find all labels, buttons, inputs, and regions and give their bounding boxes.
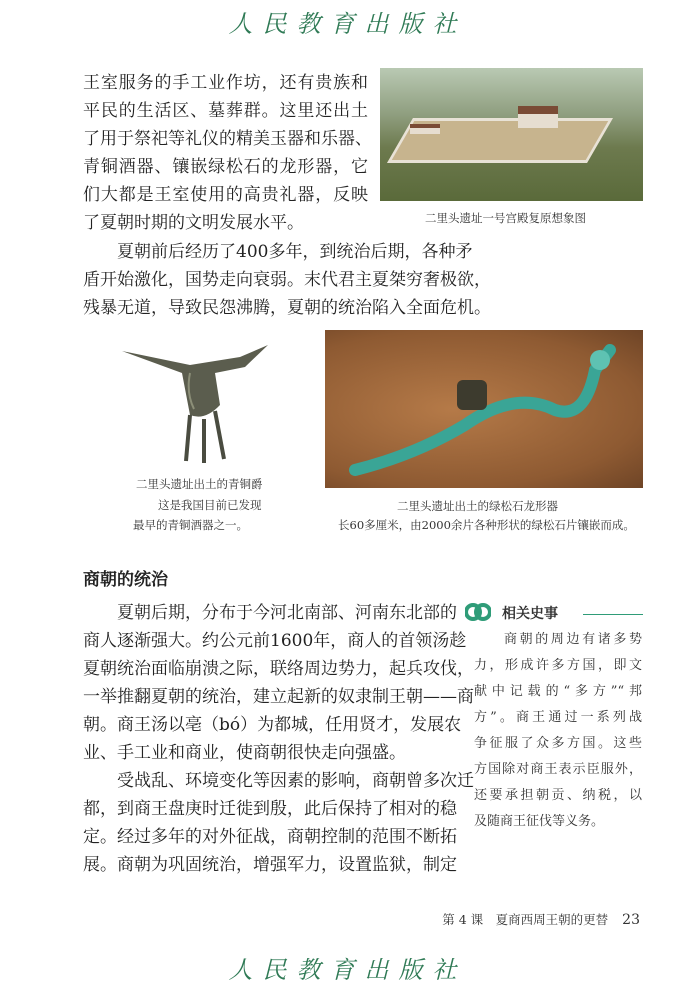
text-line: 青铜酒器、镶嵌绿松石的龙形器，它 (83, 157, 368, 177)
palace-caption: 二里头遗址一号宫殿复原想象图 (425, 211, 586, 225)
text-line: 盾开始激化，国势走向衰弱。末代君主夏桀穷奢极欲， (83, 270, 491, 290)
related-history-icon (465, 600, 491, 624)
publisher-logo-bottom (0, 950, 695, 985)
text-line: 朝。商王汤以亳（bó）为都城，任用贤才，发展农 (83, 715, 462, 735)
sidebar-line: 献中记载的“多方”“邦 (474, 684, 642, 699)
sidebar-line: 力，形成许多方国，即文 (474, 658, 642, 673)
sidebar-line: 方”。商王通过一系列战 (474, 710, 642, 725)
dragon-caption: 二里头遗址出土的绿松石龙形器 (397, 499, 558, 513)
page-footer (442, 910, 640, 928)
section-heading: 商朝的统治 (83, 570, 168, 590)
publisher-logo-text: 人民教育出版社 (228, 10, 467, 38)
text-line: 了夏朝时期的文明发展水平。 (83, 213, 304, 233)
publisher-logo-text: 人民教育出版社 (228, 956, 467, 984)
bronze-jue-image (120, 343, 270, 465)
text-line: 夏朝后期，分布于今河北南部、河南东北部的 (117, 603, 457, 623)
text-line: 王室服务的手工业作坊，还有贵族和 (83, 73, 368, 93)
turquoise-dragon-image (325, 330, 643, 488)
sidebar-line: 还要承担朝贡、纳税，以 (474, 788, 642, 803)
sidebar-title: 相关史事 (502, 606, 558, 622)
text-line: 夏朝前后经历了400多年，到统治后期，各种矛 (117, 242, 473, 262)
text-line: 残暴无道，导致民怨沸腾，夏朝的统治陷入全面危机。 (83, 298, 491, 318)
sidebar-line: 争征服了众多方国。这些 (474, 736, 642, 751)
jue-description: 这是我国目前已发现 (158, 498, 262, 512)
sidebar-line: 商朝的周边有诸多势 (504, 632, 642, 647)
text-line: 受战乱、环境变化等因素的影响，商朝曾多次迁 (117, 771, 474, 791)
text-line: 了用于祭祀等礼仪的精美玉器和乐器、 (83, 129, 372, 149)
text-line: 一举推翻夏朝的统治，建立起新的奴隶制王朝——商 (83, 687, 474, 707)
sidebar-divider (583, 614, 643, 615)
jue-description: 最早的青铜酒器之一。 (133, 518, 248, 532)
text-line: 商人逐渐强大。约公元前1600年，商人的首领汤趁 (83, 631, 467, 651)
text-line: 业、手工业和商业，使商朝很快走向强盛。 (83, 743, 406, 763)
page-number: 23 (622, 912, 640, 928)
text-line: 夏朝统治面临崩溃之际，联络周边势力，起兵攻伐， (83, 659, 474, 679)
lesson-title: 第 4 课 夏商西周王朝的更替 (442, 912, 609, 927)
publisher-logo-top (0, 4, 695, 39)
text-line: 都，到商王盘庚时迁徙到殷，此后保持了相对的稳 (83, 799, 457, 819)
dragon-description: 长60多厘米，由2000余片各种形状的绿松石片镶嵌而成。 (338, 518, 635, 532)
jue-caption: 二里头遗址出土的青铜爵 (136, 477, 263, 491)
text-line: 定。经过多年的对外征战，商朝控制的范围不断拓 (83, 827, 457, 847)
palace-reconstruction-image (380, 68, 643, 201)
sidebar-line: 方国除对商王表示臣服外， (474, 762, 642, 777)
text-line: 平民的生活区、墓葬群。这里还出土 (83, 101, 368, 121)
text-line: 们大都是王室使用的高贵礼器，反映 (83, 185, 368, 205)
text-line: 展。商朝为巩固统治，增强军力，设置监狱，制定 (83, 855, 457, 875)
sidebar-line: 及随商王征伐等义务。 (474, 814, 605, 829)
